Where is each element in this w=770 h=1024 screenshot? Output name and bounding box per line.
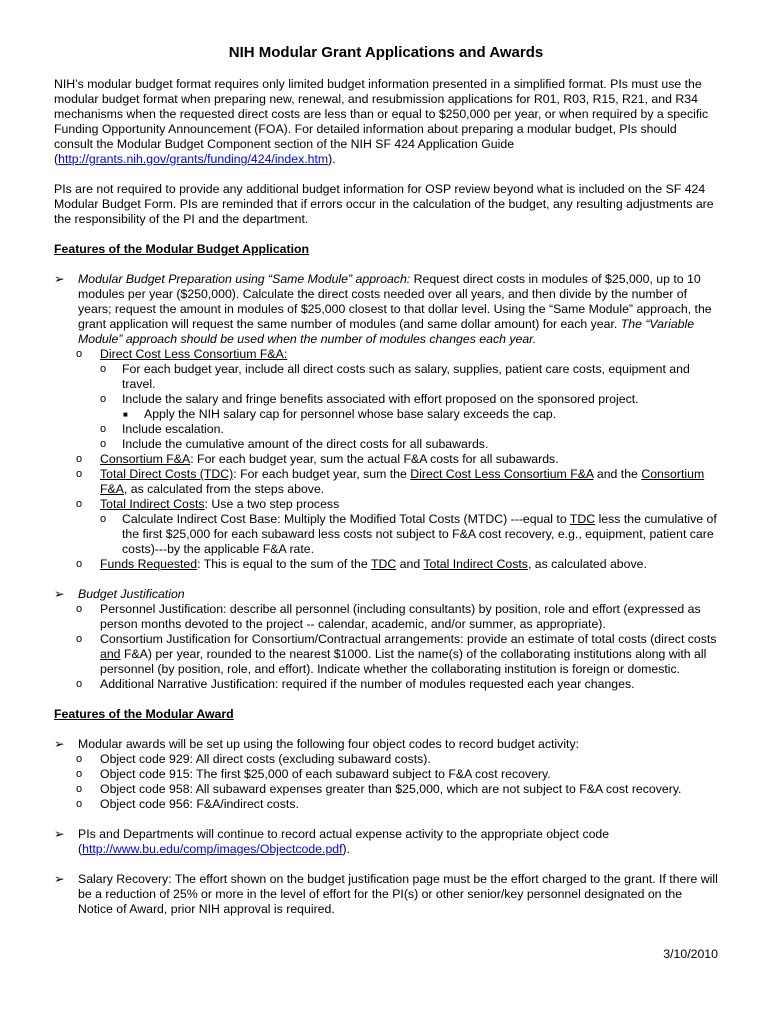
sub-bullet-direct-cost <box>54 347 718 362</box>
intro-paragraph-1 <box>54 77 718 167</box>
consortium-text: : For each budget year, sum the actual F&A costs for all subawards. <box>190 452 559 466</box>
tic-sub-text: less the cumulative of the first $25,000 for each subaward less costs not subject to F&A cost recovery, e.g., equipment, patient care costs)---by the applicable F&A rate. <box>122 512 717 556</box>
sub-sub-bullet <box>54 437 718 452</box>
funds-label: Funds Requested <box>100 557 198 571</box>
object-code-link[interactable]: http://www.bu.edu/comp/images/Objectcode.pdf <box>82 842 343 856</box>
page-title: NIH Modular Grant Applications and Awards <box>228 44 544 61</box>
tic-text: : Use a two step process <box>204 497 340 511</box>
record-text-end: ). <box>342 842 351 856</box>
arrow-bullet-icon: ➢ <box>54 827 65 841</box>
intro-text-end: ). <box>328 152 336 166</box>
salary-cap-bullet <box>54 407 718 422</box>
circle-bullet-icon: o <box>76 678 83 690</box>
prep-italic-tail: The “Variable Module” approach should be used when the number of modules changes each year. <box>78 317 695 346</box>
circle-bullet-icon: o <box>76 558 83 570</box>
sub-sub-bullet <box>54 362 718 392</box>
circle-bullet-icon: o <box>100 513 107 525</box>
object-code-text: Object code 956: F&A/indirect costs. <box>100 797 299 811</box>
tic-sub-ref: TDC <box>569 512 596 526</box>
tic-label: Total Indirect Costs <box>100 497 205 511</box>
object-code-item <box>54 782 718 797</box>
consortium-and: and <box>100 647 121 661</box>
object-code-item <box>54 767 718 782</box>
square-bullet-icon: ■ <box>123 410 128 419</box>
bullet-salary-recovery <box>54 872 718 917</box>
object-code-item <box>54 797 718 812</box>
bullet-object-codes <box>54 737 718 812</box>
intro-text: NIH’s modular budget format requires only limited budget information presented in a simplified format. PIs must use the modular budget format when preparing new, renewal, and resubmission applications for R01, R03, R15, R21, and R34 mechanisms when the requested direct costs are less than or equal to $250,000 per year, or when required by a specific Funding Opportunity Announcement (FOA). For detailed information about preparing a modular budget, PIs should consult the Modular Budget Component section of the NIH SF 424 Application Guide ( <box>54 77 709 166</box>
object-code-text: Object code 929: All direct costs (excluding subaward costs). <box>100 752 431 766</box>
circle-bullet-icon: o <box>76 783 83 795</box>
arrow-bullet-icon: ➢ <box>54 872 65 886</box>
salary-recovery-text: Salary Recovery: The effort shown on the budget justification page must be the effort charged to the grant. If there will be a reduction of 25% or more in the level of effort for the PI(s) or other senior/key personnel designated on the Notice of Award, prior NIH approval is required. <box>78 872 718 916</box>
sub-bullet-funds <box>54 557 718 572</box>
sub-sub-bullet <box>54 512 718 557</box>
circle-bullet-icon: o <box>100 363 107 375</box>
circle-bullet-icon: o <box>76 603 83 615</box>
circle-bullet-icon: o <box>76 498 83 510</box>
sub-bullet-narrative <box>54 677 718 692</box>
funds-text: and <box>396 557 424 571</box>
funds-text: : This is equal to the sum of the <box>197 557 371 571</box>
circle-bullet-icon: o <box>76 633 83 645</box>
sub-bullet-personnel <box>54 602 718 632</box>
sub-sub-bullet <box>54 422 718 437</box>
dcl-item: For each budget year, include all direct costs such as salary, supplies, patient care costs, equipment and travel. <box>122 362 690 391</box>
arrow-bullet-icon: ➢ <box>54 272 65 286</box>
object-code-item <box>54 752 718 767</box>
tdc-ref: Consortium F&A <box>100 467 705 496</box>
bullet-budget-justification <box>54 587 718 692</box>
sub-bullet-indirect <box>54 497 718 512</box>
object-code-text: Object code 915: The first $25,000 of each subaward subject to F&A cost recovery. <box>100 767 551 781</box>
funds-text: , as calculated above. <box>527 557 647 571</box>
circle-bullet-icon: o <box>76 468 83 480</box>
bullet-record-expenses <box>54 827 718 857</box>
award-intro: Modular awards will be set up using the following four object codes to record budget activity: <box>78 737 580 751</box>
circle-bullet-icon: o <box>100 438 107 450</box>
nih-guide-link[interactable]: http://grants.nih.gov/grants/funding/424/index.htm <box>58 152 329 166</box>
sub-bullet-consortium <box>54 452 718 467</box>
consortium-just-text: F&A) per year, rounded to the nearest $1000. List the name(s) of the collaborating institutions along with all personnel (by position, role, and effort). Indicate whether the collaborating institution is foreign or domestic. <box>100 647 707 676</box>
circle-bullet-icon: o <box>76 768 83 780</box>
narrative-text: Additional Narrative Justification: required if the number of modules requested each year changes. <box>100 677 635 691</box>
section-heading-application: Features of the Modular Budget Application <box>54 242 310 256</box>
tdc-text: and the <box>593 467 642 481</box>
circle-bullet-icon: o <box>76 453 83 465</box>
dcl-item: Include the salary and fringe benefits associated with effort proposed on the sponsored project. <box>122 392 639 406</box>
circle-bullet-icon: o <box>100 423 107 435</box>
circle-bullet-icon: o <box>76 798 83 810</box>
personnel-text: Personnel Justification: describe all personnel (including consultants) by position, role and effort (expressed as person months devoted to the project -- calendar, academic, and/or summer, as appropriate). <box>100 602 701 631</box>
intro-paragraph-2: PIs are not required to provide any additional budget information for OSP review beyond what is included on the SF 424 Modular Budget Form. PIs are reminded that if errors occur in the calculation of the budget, any resulting adjustments are the responsibility of the PI and the department. <box>54 182 714 226</box>
salary-cap-text: Apply the NIH salary cap for personnel whose base salary exceeds the cap. <box>144 407 557 421</box>
dcl-label: Direct Cost Less Consortium F&A: <box>100 347 288 361</box>
circle-bullet-icon: o <box>76 753 83 765</box>
funds-ref: TDC <box>370 557 397 571</box>
justification-label: Budget Justification <box>78 587 185 601</box>
document-date: 3/10/2010 <box>663 947 718 961</box>
tdc-ref: Direct Cost Less Consortium F&A <box>410 467 594 481</box>
tdc-label: Total Direct Costs (TDC) <box>100 467 234 481</box>
object-code-text: Object code 958: All subaward expenses greater than $25,000, which are not subject to F&A cost recovery. <box>100 782 682 796</box>
consortium-label: Consortium F&A <box>100 452 191 466</box>
dcl-item: Include the cumulative amount of the direct costs for all subawards. <box>122 437 489 451</box>
circle-bullet-icon: o <box>100 393 107 405</box>
record-text: PIs and Departments will continue to record actual expense activity to the appropriate object code ( <box>78 827 610 856</box>
prep-label: Modular Budget Preparation using “Same Module” approach: <box>78 272 411 286</box>
sub-sub-bullet <box>54 392 718 407</box>
tdc-text: : For each budget year, sum the <box>233 467 411 481</box>
funds-ref: Total Indirect Costs <box>423 557 528 571</box>
tic-sub-text: Calculate Indirect Cost Base: Multiply the Modified Total Costs (MTDC) ---equal to <box>122 512 570 526</box>
consortium-just-text: Consortium Justification for Consortium/Contractual arrangements: provide an estimate of total costs (direct costs <box>100 632 717 646</box>
tdc-text: , as calculated from the steps above. <box>123 482 325 496</box>
section-heading-award: Features of the Modular Award <box>54 707 234 721</box>
circle-bullet-icon: o <box>76 348 83 360</box>
prep-text: Request direct costs in modules of $25,000, up to 10 modules per year ($250,000). Calculate the direct costs needed over all years, and then divide by the number of years; request the amount in modules of $25,000 closest to that dollar level. Using the “Same Module” approach, the grant application will request the same number of modules (and same dollar amount) for each year. <box>78 272 712 331</box>
dcl-item: Include escalation. <box>122 422 224 436</box>
bullet-modular-preparation <box>54 272 718 572</box>
arrow-bullet-icon: ➢ <box>54 737 65 751</box>
document-page <box>54 44 718 961</box>
sub-bullet-consortium-justification <box>54 632 718 677</box>
arrow-bullet-icon: ➢ <box>54 587 65 601</box>
sub-bullet-tdc <box>54 467 718 497</box>
